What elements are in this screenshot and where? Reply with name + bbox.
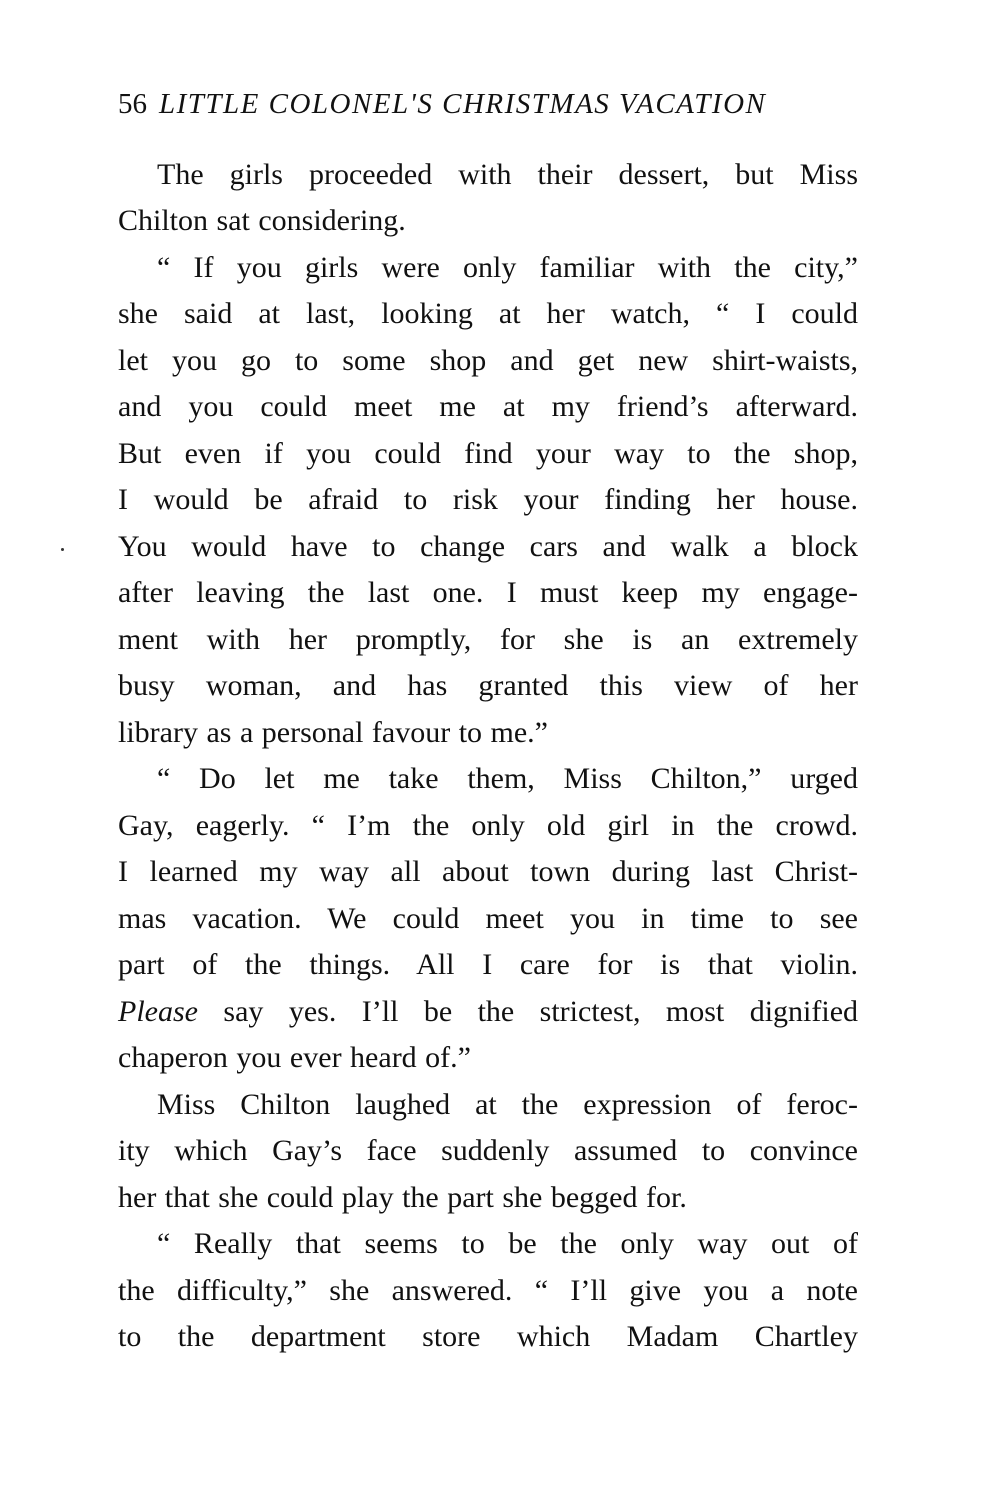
text-line-25: the difficulty,” she answered. “ I’ll give you a note [118,1274,858,1307]
text-line-10: after leaving the last one. I must keep my engage- [118,576,858,609]
text-line-24: “ Really that seems to be the only way out of [157,1227,858,1260]
text-line-11: ment with her promptly, for she is an extremely [118,623,858,656]
running-head [118,82,878,126]
text-line-9: You would have to change cars and walk a block [118,530,858,563]
text-line-4: she said at last, looking at her watch, “ I could [118,297,858,330]
text-line-22: ity which Gay’s face suddenly assumed to convince [118,1134,858,1167]
text-line-16: I learned my way all about town during last Christ- [118,855,858,888]
text-line-23: her that she could play the part she begged for. [118,1181,687,1214]
text-line-21: Miss Chilton laughed at the expression of feroc- [157,1088,858,1121]
text-line-18: part of the things. All I care for is that violin. [118,948,858,981]
text-line-17: mas vacation. We could meet you in time to see [118,902,858,935]
text-line-12: busy woman, and has granted this view of her [118,669,858,702]
text-line-3: “ If you girls were only familiar with the city,” [157,251,858,284]
text-line-15: Gay, eagerly. “ I’m the only old girl in the crowd. [118,809,858,842]
book-title: LITTLE COLONEL'S CHRISTMAS VACATION [159,88,767,120]
text-line-6: and you could meet me at my friend’s afterward. [118,390,858,423]
text-line-8: I would be afraid to risk your finding her house. [118,483,858,516]
text-line-7: But even if you could find your way to the shop, [118,437,858,470]
text-line-26: to the department store which Madam Chartley [118,1320,858,1353]
text-line-14: “ Do let me take them, Miss Chilton,” urged [157,762,858,795]
print-speck [61,548,64,551]
emphasis-please: Please [118,995,198,1028]
text-line-1: The girls proceeded with their dessert, but Miss [157,158,858,191]
text-line-19 [118,989,858,1035]
text-line-13: library as a personal favour to me.” [118,716,548,749]
page-number: 56 [118,88,147,120]
text-line-19-rest: say yes. I’ll be the strictest, most dignified [223,995,859,1028]
text-line-5: let you go to some shop and get new shirt-waists, [118,344,858,377]
text-line-2: Chilton sat considering. [118,204,406,237]
text-line-20: chaperon you ever heard of.” [118,1041,471,1074]
